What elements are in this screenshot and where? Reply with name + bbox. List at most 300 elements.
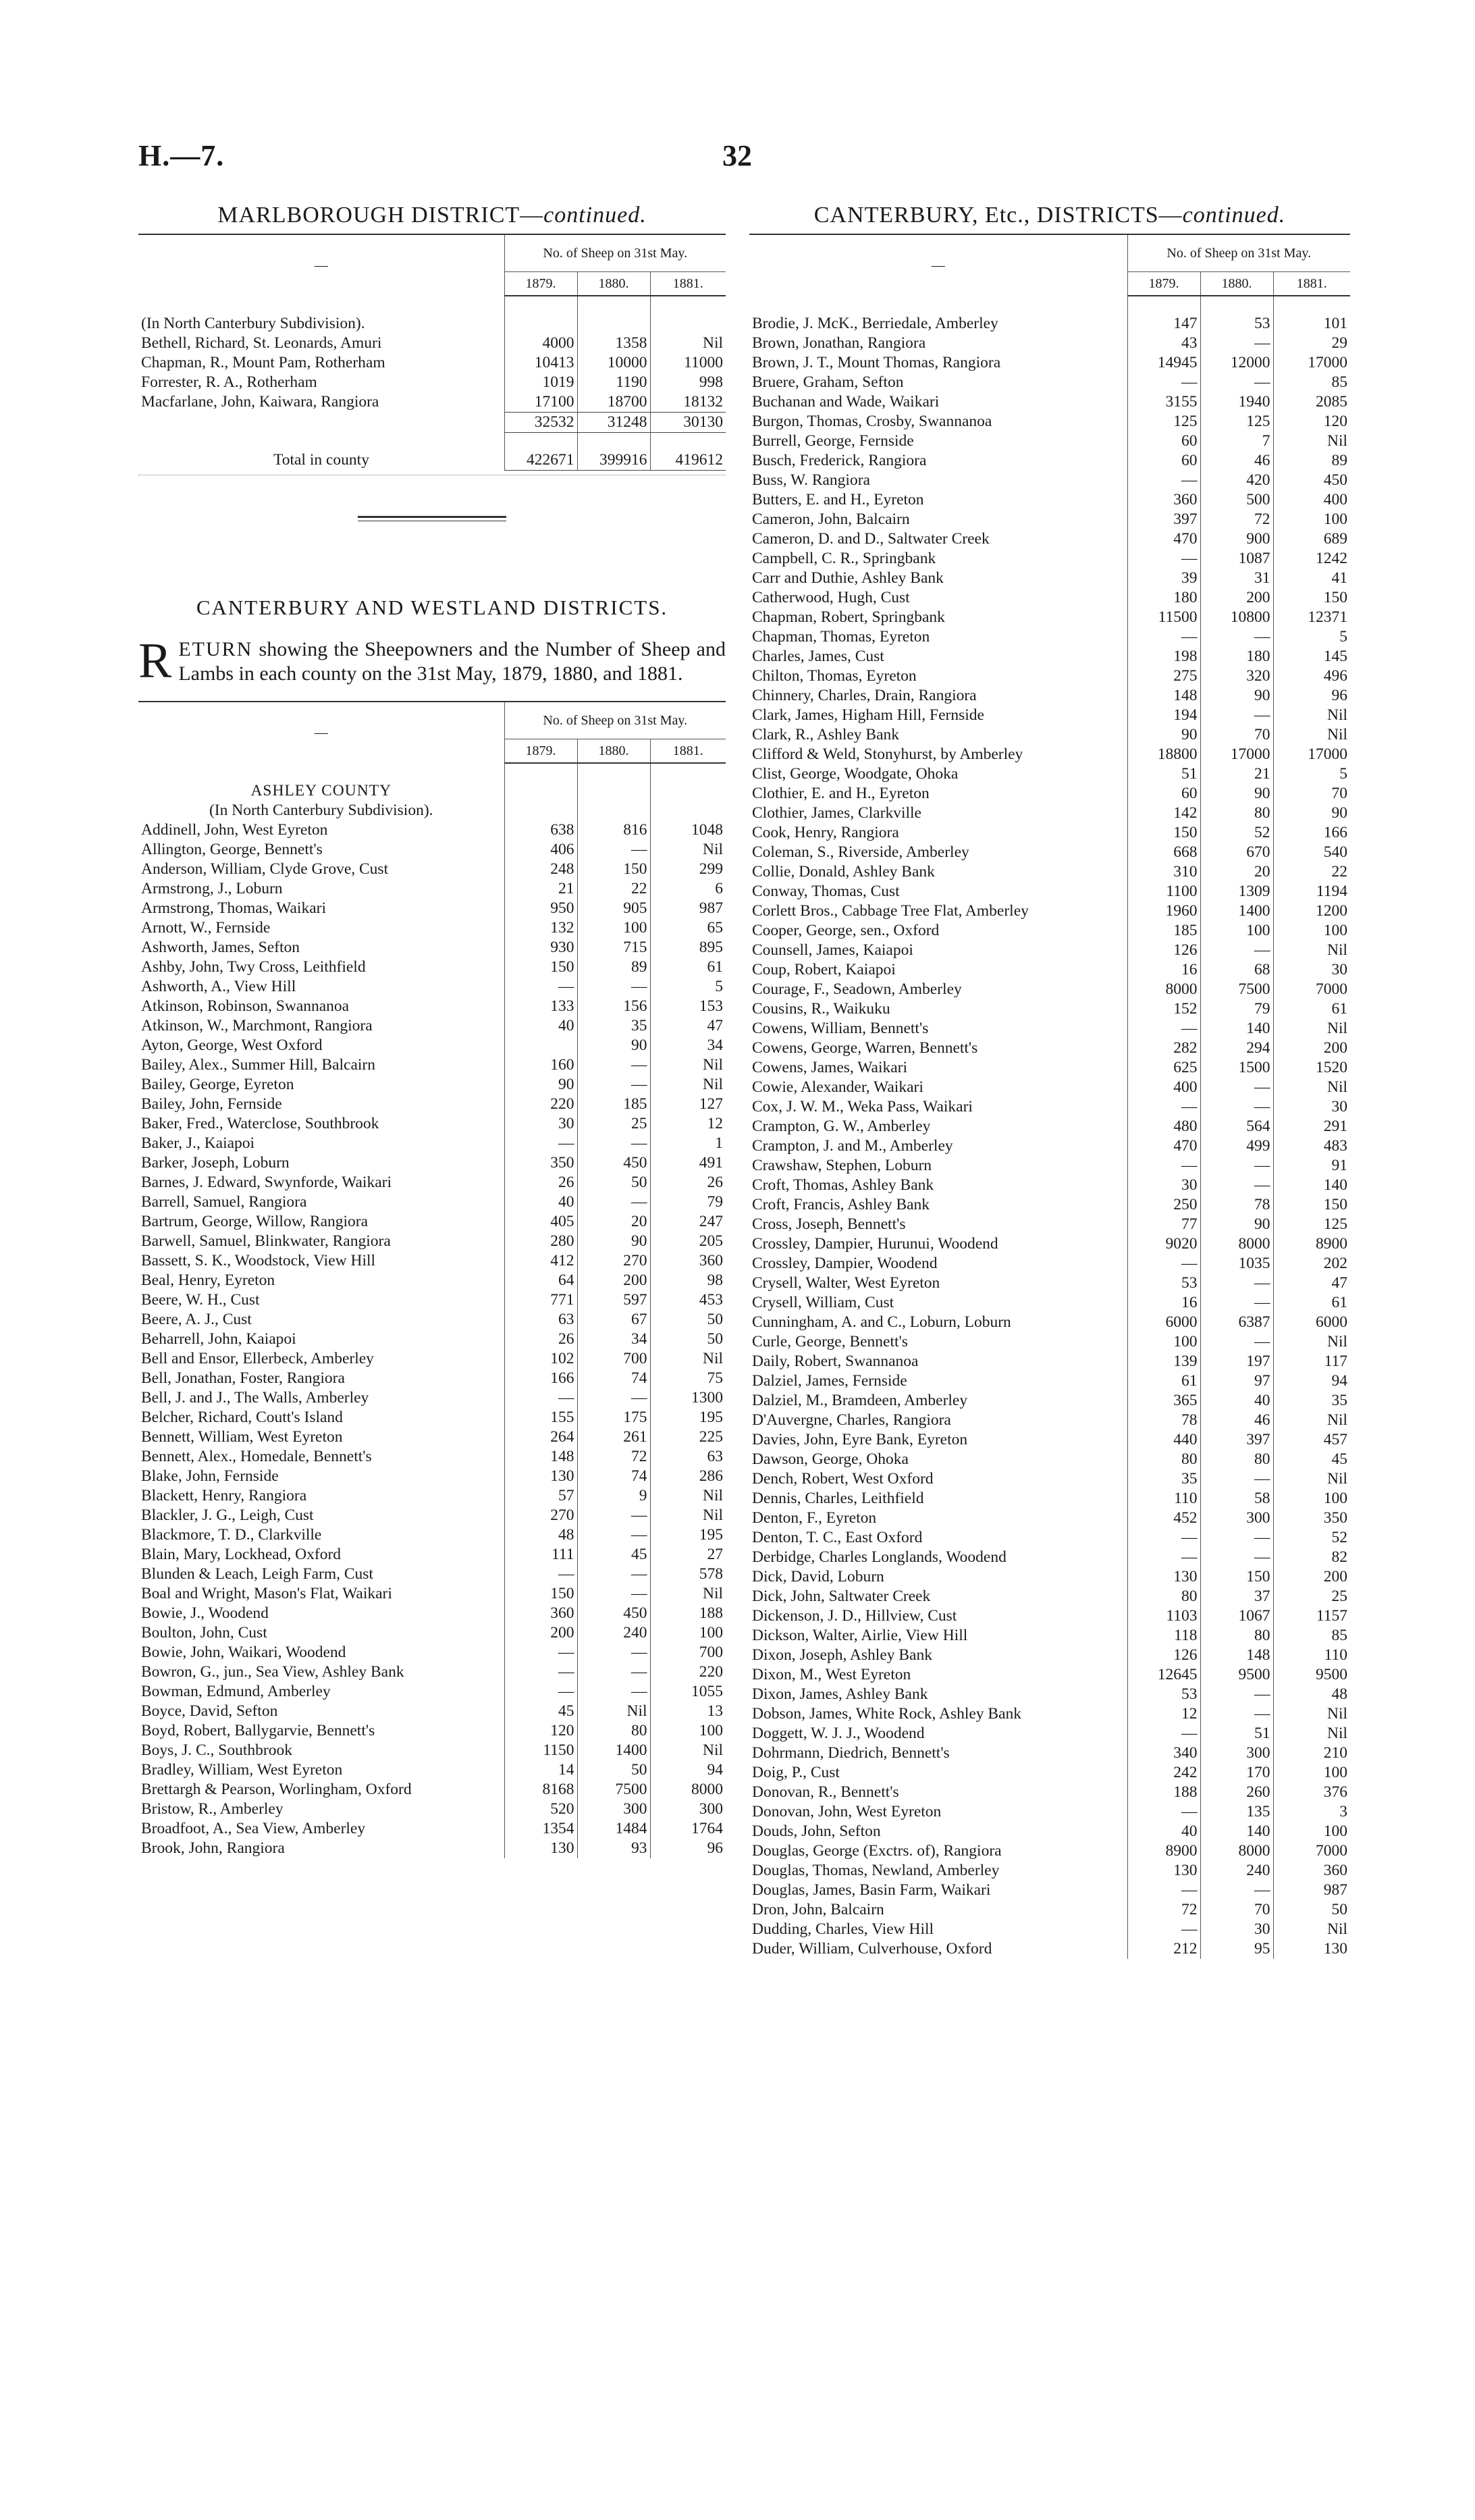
sheep-count: 625 [1127, 1058, 1200, 1078]
sheep-count: 400 [1273, 490, 1350, 510]
sheep-count: 5 [650, 977, 726, 997]
table-row [749, 823, 1350, 843]
sheep-count: 150 [504, 1584, 577, 1604]
owner-name: Donovan, R., Bennett's [752, 1783, 899, 1801]
sheep-count: — [577, 1643, 650, 1662]
table-row [749, 412, 1350, 431]
sheep-count: 452 [1127, 1508, 1200, 1528]
sheep-count: 185 [577, 1095, 650, 1114]
sheep-count: 50 [1273, 1900, 1350, 1920]
table-row [138, 1584, 726, 1604]
sheep-count: 60 [1127, 451, 1200, 471]
sheep-count: 7000 [1273, 980, 1350, 999]
sheep-count: 61 [650, 957, 726, 977]
table-row [749, 941, 1350, 960]
sheep-count: 8000 [650, 1780, 726, 1800]
empty-cell [577, 314, 650, 334]
owner-name: Dench, Robert, West Oxford [752, 1470, 934, 1488]
table-row [138, 1173, 726, 1192]
sheep-count: — [1200, 706, 1273, 725]
owner-name: Boyce, David, Sefton [141, 1702, 278, 1720]
owner-name: Bailey, Alex., Summer Hill, Balcairn [141, 1056, 375, 1074]
sheep-count: 85 [1273, 1626, 1350, 1646]
sheep-count: 240 [1200, 1861, 1273, 1881]
sheep-count: — [577, 977, 650, 997]
table-row [749, 1332, 1350, 1352]
table-row [749, 1117, 1350, 1136]
sheep-count: 148 [504, 1447, 577, 1467]
sheep-count: 320 [1200, 666, 1273, 686]
table-row [138, 1682, 726, 1702]
sheep-count: 689 [1273, 529, 1350, 549]
subtotal-row [138, 413, 726, 433]
sheep-count: 816 [577, 820, 650, 840]
sheep-count: 350 [504, 1153, 577, 1173]
table-row [749, 392, 1350, 412]
sheep-count: 130 [1127, 1861, 1200, 1881]
sheep-count: — [1200, 1293, 1273, 1313]
sheep-count: 70 [1273, 784, 1350, 804]
spacer-row [138, 296, 726, 314]
table-row [749, 471, 1350, 490]
sheep-count: 300 [1200, 1743, 1273, 1763]
owner-name: Clothier, James, Clarkville [752, 804, 921, 822]
sheep-count: 406 [504, 840, 577, 860]
owner-name: Dickson, Walter, Airlie, View Hill [752, 1627, 968, 1644]
table-row [138, 1623, 726, 1643]
sheep-count: 440 [1127, 1430, 1200, 1450]
sheep-count: 46 [1200, 451, 1273, 471]
subdivision-row-label: (In North Canterbury Subdivision). [141, 315, 365, 332]
owner-name: Coup, Robert, Kaiapoi [752, 961, 896, 978]
table-row [749, 1528, 1350, 1548]
sheep-count: 40 [504, 1016, 577, 1036]
sheep-count: 80 [1200, 1626, 1273, 1646]
sheep-count: 170 [1200, 1763, 1273, 1783]
sheep-count: 397 [1200, 1430, 1273, 1450]
owner-name: Dixon, James, Ashley Bank [752, 1685, 928, 1703]
table-row [138, 1819, 726, 1839]
sheep-count: 198 [1127, 647, 1200, 666]
sheep-count: 110 [1127, 1489, 1200, 1508]
left-column [138, 203, 726, 1858]
sheep-count: — [1127, 1802, 1200, 1822]
sheep-count: 6387 [1200, 1313, 1273, 1332]
column-head-owner: — [749, 234, 1127, 296]
sheep-count: 11500 [1127, 608, 1200, 627]
sheep-count: — [1200, 373, 1273, 392]
table-row [749, 1469, 1350, 1489]
owner-name: Bartrum, George, Willow, Rangiora [141, 1213, 369, 1230]
sheep-count: 1 [650, 1134, 726, 1153]
sheep-count: 152 [1127, 999, 1200, 1019]
sheep-count: 453 [650, 1290, 726, 1310]
sheep-count: 125 [1273, 1215, 1350, 1234]
subtotal-row-value: 31248 [577, 413, 650, 433]
subtotal-row-value: 30130 [650, 413, 726, 433]
sheep-count: 180 [1200, 647, 1273, 666]
sheep-count: 100 [650, 1721, 726, 1741]
sheep-count: 340 [1127, 1743, 1200, 1763]
year-1880: 1880. [577, 272, 650, 296]
sheep-count: 1035 [1200, 1254, 1273, 1274]
table-row [138, 1232, 726, 1251]
owner-name: Bailey, George, Eyreton [141, 1076, 294, 1093]
page-reference: H.—7. [138, 139, 225, 172]
table-row [138, 392, 726, 413]
owner-name: Doig, P., Cust [752, 1764, 840, 1781]
sheep-count: 74 [577, 1467, 650, 1486]
sheep-count: 17000 [1200, 745, 1273, 764]
table-row [749, 1450, 1350, 1469]
owner-name: Courage, F., Seadown, Amberley [752, 980, 962, 998]
owner-name: Dohrmann, Diedrich, Bennett's [752, 1744, 950, 1762]
sheep-count: 82 [1273, 1548, 1350, 1567]
table-row [749, 569, 1350, 588]
owner-name: Buss, W. Rangiora [752, 471, 870, 489]
sheep-count: 14945 [1127, 353, 1200, 373]
sheep-count: 7500 [1200, 980, 1273, 999]
sheep-count: — [577, 1506, 650, 1525]
table-row [749, 706, 1350, 725]
empty-cell [504, 314, 577, 334]
sheep-count: 7000 [1273, 1841, 1350, 1861]
owner-name: Ashworth, James, Sefton [141, 939, 300, 956]
owner-name: Bailey, John, Fernside [141, 1095, 282, 1113]
owner-name: Campbell, C. R., Springbank [752, 550, 936, 567]
sheep-count: 78 [1200, 1195, 1273, 1215]
table-row [749, 804, 1350, 823]
sheep-count: 998 [650, 373, 726, 392]
owner-name: Crawshaw, Stephen, Loburn [752, 1157, 932, 1174]
sheep-count: 8900 [1127, 1841, 1200, 1861]
table-row [749, 1195, 1350, 1215]
owner-name: Bennett, William, West Eyreton [141, 1428, 343, 1446]
sheep-count: 1400 [1200, 901, 1273, 921]
section-divider [358, 516, 506, 521]
table-row [749, 1489, 1350, 1508]
subtotal-row-label [138, 413, 504, 433]
table-row [749, 1176, 1350, 1195]
sheep-count: 98 [650, 1271, 726, 1290]
sheep-count: 895 [650, 938, 726, 957]
table-row [749, 980, 1350, 999]
sheep-count: 12645 [1127, 1665, 1200, 1685]
sheep-count: 100 [1273, 1822, 1350, 1841]
sheep-count: 100 [1273, 1489, 1350, 1508]
owner-name: Beal, Henry, Eyreton [141, 1271, 275, 1289]
sheep-count: 95 [1200, 1939, 1273, 1959]
sheep-count: — [504, 1388, 577, 1408]
table-row [749, 686, 1350, 706]
owner-name: Denton, T. C., East Oxford [752, 1529, 923, 1546]
owner-name: Blain, Mary, Lockhead, Oxford [141, 1546, 342, 1563]
empty-cell [650, 781, 726, 801]
table-row [138, 1760, 726, 1780]
sheep-count: 97 [1200, 1371, 1273, 1391]
owner-name: Cook, Henry, Rangiora [752, 824, 899, 841]
sheep-count: 140 [1200, 1019, 1273, 1039]
owner-name: Boyd, Robert, Ballygarvie, Bennett's [141, 1722, 375, 1739]
ashley-rows [138, 763, 726, 1858]
sheep-count: 53 [1127, 1274, 1200, 1293]
table-row [138, 1427, 726, 1447]
empty-cell [504, 801, 577, 820]
owner-name: Blackler, J. G., Leigh, Cust [141, 1506, 314, 1524]
sheep-count: 166 [504, 1369, 577, 1388]
table-row [749, 1371, 1350, 1391]
sheep-count: 80 [1200, 1450, 1273, 1469]
sheep-count: 150 [1273, 1195, 1350, 1215]
sheep-count: 94 [650, 1760, 726, 1780]
sheep-count: — [1200, 1156, 1273, 1176]
table-row [749, 1215, 1350, 1234]
owner-name: Forrester, R. A., Rotherham [141, 373, 317, 391]
table-row [138, 918, 726, 938]
table-row [749, 1548, 1350, 1567]
sheep-count: 1100 [1127, 882, 1200, 901]
sheep-count: 1940 [1200, 392, 1273, 412]
table-row [749, 529, 1350, 549]
table-row [749, 1313, 1350, 1332]
owner-name: Arnott, W., Fernside [141, 919, 271, 937]
sheep-count: 53 [1127, 1685, 1200, 1704]
sheep-count: 197 [1200, 1352, 1273, 1371]
sheep-count: 53 [1200, 314, 1273, 334]
table-row [749, 1920, 1350, 1939]
sheep-count: 397 [1127, 510, 1200, 529]
sheep-count: — [577, 1192, 650, 1212]
sheep-count: 247 [650, 1212, 726, 1232]
sheep-count: 155 [504, 1408, 577, 1427]
sheep-count: 156 [577, 997, 650, 1016]
sheep-count: 5 [1273, 627, 1350, 647]
sheep-count: 1484 [577, 1819, 650, 1839]
owner-name: Dickenson, J. D., Hillview, Cust [752, 1607, 957, 1625]
sheep-count: 29 [1273, 334, 1350, 353]
table-row [749, 901, 1350, 921]
sheep-count: 210 [1273, 1743, 1350, 1763]
sheep-count: — [577, 1682, 650, 1702]
table-row [749, 1411, 1350, 1430]
sheep-count: — [577, 1055, 650, 1075]
owner-name: Counsell, James, Kaiapoi [752, 941, 913, 959]
sheep-count: 12 [650, 1114, 726, 1134]
table-row [749, 353, 1350, 373]
sheep-count: — [1127, 1548, 1200, 1567]
table-row [749, 999, 1350, 1019]
sheep-count: Nil [650, 840, 726, 860]
table-row [749, 510, 1350, 529]
sheep-count: — [1200, 1176, 1273, 1195]
sheep-count: 6000 [1273, 1313, 1350, 1332]
owner-name: Clark, James, Higham Hill, Fernside [752, 706, 984, 724]
sheep-count: 299 [650, 860, 726, 879]
county-total-row-value: 422671 [504, 450, 577, 471]
table-row [749, 1763, 1350, 1783]
year-1879: 1879. [504, 272, 577, 296]
sheep-count: 185 [1127, 921, 1200, 941]
owner-name: Burgon, Thomas, Crosby, Swannanoa [752, 413, 992, 430]
sheep-count: Nil [1273, 941, 1350, 960]
sheep-count: 250 [1127, 1195, 1200, 1215]
sheep-count: 260 [1200, 1783, 1273, 1802]
sheep-count: 63 [650, 1447, 726, 1467]
sheep-count: 60 [1127, 784, 1200, 804]
sheep-count: 270 [577, 1251, 650, 1271]
sheep-count: 360 [1127, 490, 1200, 510]
sheep-count: 195 [650, 1525, 726, 1545]
canterbury-table [749, 234, 1350, 1959]
sheep-count: 90 [1200, 686, 1273, 706]
owner-name: Crysell, Walter, West Eyreton [752, 1274, 940, 1292]
table-row [749, 1841, 1350, 1861]
column-head-owner: — [138, 702, 504, 763]
sheep-count: 8900 [1273, 1234, 1350, 1254]
owner-name: Dudding, Charles, View Hill [752, 1920, 934, 1938]
canterbury-westland-title: CANTERBURY AND WESTLAND DISTRICTS. [196, 596, 668, 619]
sheep-count: — [577, 1565, 650, 1584]
sheep-count: Nil [1273, 1411, 1350, 1430]
sheep-count: 470 [1127, 529, 1200, 549]
sheep-count: — [1200, 1078, 1273, 1097]
sheep-count: 264 [504, 1427, 577, 1447]
table-row [138, 977, 726, 997]
sheep-count: 412 [504, 1251, 577, 1271]
sheep-count: 597 [577, 1290, 650, 1310]
table-row [138, 1055, 726, 1075]
table-row [749, 1606, 1350, 1626]
table-row [749, 334, 1350, 353]
sheep-count: — [1200, 1097, 1273, 1117]
table-row [138, 1330, 726, 1349]
sheep-count: 1500 [1200, 1058, 1273, 1078]
sheep-count: Nil [650, 334, 726, 353]
table-row [749, 1783, 1350, 1802]
sheep-count: 26 [504, 1173, 577, 1192]
table-row [138, 1467, 726, 1486]
owner-name: Bowman, Edmund, Amberley [141, 1683, 331, 1700]
owner-name: Donovan, John, West Eyreton [752, 1803, 942, 1820]
sheep-count: 150 [1200, 1567, 1273, 1587]
table-row [138, 1800, 726, 1819]
sheep-count: 90 [577, 1232, 650, 1251]
table-row [138, 820, 726, 840]
table-row [749, 1567, 1350, 1587]
sheep-count: 30 [1273, 1097, 1350, 1117]
sheep-count: Nil [1273, 431, 1350, 451]
sheep-count: 100 [1273, 510, 1350, 529]
table-row [749, 1019, 1350, 1039]
sheep-count: — [1127, 1724, 1200, 1743]
sheep-count: — [1200, 1548, 1273, 1567]
owner-name: Armstrong, J., Loburn [141, 880, 283, 897]
table-row [138, 1604, 726, 1623]
table-row [749, 1724, 1350, 1743]
empty-cell [577, 801, 650, 820]
sheep-count: 350 [1273, 1508, 1350, 1528]
owner-name: Brown, J. T., Mount Thomas, Rangiora [752, 354, 1001, 371]
owner-name: Brodie, J. McK., Berriedale, Amberley [752, 315, 998, 332]
sheep-count: 40 [504, 1192, 577, 1212]
sheep-count: 6000 [1127, 1313, 1200, 1332]
owner-name: Clifford & Weld, Stonyhurst, by Amberley [752, 745, 1023, 763]
sheep-count: 270 [504, 1506, 577, 1525]
sheep-count: 150 [1127, 823, 1200, 843]
owner-name: Blackmore, T. D., Clarkville [141, 1526, 322, 1544]
table-row [749, 666, 1350, 686]
table-row [138, 1702, 726, 1721]
sheep-count: 200 [504, 1623, 577, 1643]
sheep-count: 4000 [504, 334, 577, 353]
sheep-count: 8000 [1127, 980, 1200, 999]
table-row [749, 1665, 1350, 1685]
sheep-count: 35 [1273, 1391, 1350, 1411]
sheep-count: 638 [504, 820, 577, 840]
sheep-count: 48 [1273, 1685, 1350, 1704]
table-row [138, 1447, 726, 1467]
owner-name: Crossley, Dampier, Woodend [752, 1255, 938, 1272]
owner-name: Boal and Wright, Mason's Flat, Waikari [141, 1585, 392, 1602]
sheep-count: 450 [577, 1604, 650, 1623]
owner-name: Chilton, Thomas, Eyreton [752, 667, 917, 685]
sheep-count: 700 [577, 1349, 650, 1369]
sheep-count: 987 [1273, 1881, 1350, 1900]
sheep-count: 22 [577, 879, 650, 899]
table-row [138, 938, 726, 957]
county-total-row [138, 450, 726, 471]
sheep-count: 248 [504, 860, 577, 879]
table-row [749, 725, 1350, 745]
page-number: 32 [722, 139, 752, 172]
sheep-count: 100 [1273, 1763, 1350, 1783]
table-row [138, 373, 726, 392]
sheep-count: 700 [650, 1643, 726, 1662]
sheep-count: 80 [1127, 1450, 1200, 1469]
sheep-count: 79 [650, 1192, 726, 1212]
sheep-count: 1087 [1200, 549, 1273, 569]
table-row [749, 1293, 1350, 1313]
table-row [138, 1290, 726, 1310]
sheep-count: 457 [1273, 1430, 1350, 1450]
table-row [749, 1430, 1350, 1450]
sheep-count: 668 [1127, 843, 1200, 862]
owner-name: Crampton, G. W., Amberley [752, 1118, 931, 1135]
sheep-count: 188 [650, 1604, 726, 1623]
sheep-count: 89 [577, 957, 650, 977]
sheep-count: 420 [1200, 471, 1273, 490]
sheep-count: 286 [650, 1467, 726, 1486]
sheep-count: — [1127, 1920, 1200, 1939]
owner-name: Clist, George, Woodgate, Ohoka [752, 765, 959, 783]
sheep-count: Nil [1273, 725, 1350, 745]
owner-name: Buchanan and Wade, Waikari [752, 393, 940, 411]
owner-name: Bell, Jonathan, Foster, Rangiora [141, 1369, 345, 1387]
empty-cell [504, 781, 577, 801]
sheep-count: 280 [504, 1232, 577, 1251]
owner-name: Dixon, M., West Eyreton [752, 1666, 911, 1683]
sheep-count: 14 [504, 1760, 577, 1780]
sheep-count: 1354 [504, 1819, 577, 1839]
owner-name: Douglas, George (Exctrs. of), Rangiora [752, 1842, 1002, 1860]
sheep-count: — [577, 1662, 650, 1682]
sheep-count: 150 [504, 957, 577, 977]
table-row [138, 957, 726, 977]
owner-name: Addinell, John, West Eyreton [141, 821, 328, 839]
sheep-count: 37 [1200, 1587, 1273, 1606]
sheep-count: 1200 [1273, 901, 1350, 921]
sheep-count: 500 [1200, 490, 1273, 510]
